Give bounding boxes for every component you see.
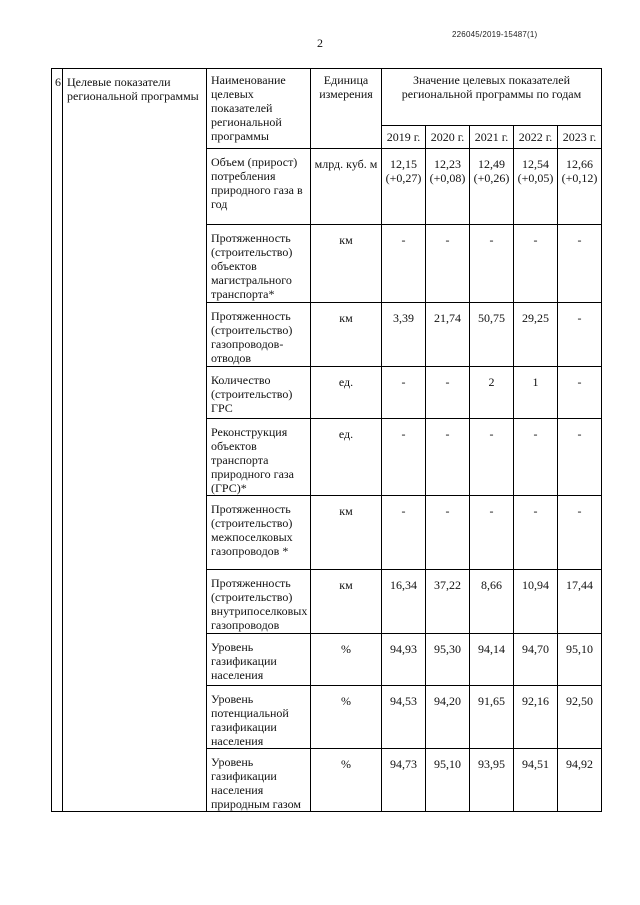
indicator-value: [558, 749, 602, 812]
value-main: 94,70: [522, 642, 549, 656]
value-main: 92,16: [522, 694, 549, 708]
indicator-name: Протяженность (строительство) объектов магистрального транспорта*: [207, 225, 311, 303]
indicator-name: Уровень потенциальной газификации населения: [207, 686, 311, 749]
value-main: 10,94: [522, 578, 549, 592]
indicator-value: [470, 634, 514, 686]
indicator-name: Протяженность (строительство) межпоселковых газопроводов *: [207, 496, 311, 570]
indicator-name: Количество (строительство) ГРС: [207, 367, 311, 419]
indicator-value: [426, 570, 470, 634]
value-main: -: [445, 375, 450, 389]
value-main: -: [577, 504, 582, 518]
value-increment: (+0,26): [473, 171, 510, 185]
value-main: 93,95: [478, 757, 505, 771]
value-main: 91,65: [478, 694, 505, 708]
indicator-value: [426, 225, 470, 303]
indicator-name: Объем (прирост) потребления природного газа в год: [207, 149, 311, 225]
indicator-value: [514, 149, 558, 225]
value-main: 3,39: [393, 311, 414, 325]
indicator-value: [426, 496, 470, 570]
indicator-unit: %: [311, 749, 382, 812]
value-main: 50,75: [478, 311, 505, 325]
value-increment: (+0,27): [385, 171, 422, 185]
value-main: 92,50: [566, 694, 593, 708]
indicator-value: [514, 367, 558, 419]
value-main: 37,22: [434, 578, 461, 592]
indicator-value: [514, 686, 558, 749]
year-2021: 2021 г.: [470, 126, 514, 149]
indicator-value: [558, 570, 602, 634]
indicator-unit: км: [311, 496, 382, 570]
value-main: 12,23: [434, 157, 461, 171]
value-main: -: [489, 504, 494, 518]
value-main: 17,44: [566, 578, 593, 592]
value-main: 94,53: [390, 694, 417, 708]
value-main: -: [489, 427, 494, 441]
indicator-value: [426, 686, 470, 749]
value-main: 94,93: [390, 642, 417, 656]
value-increment: (+0,12): [561, 171, 598, 185]
indicator-unit: ед.: [311, 419, 382, 496]
header-values: Значение целевых показателей региональной программы по годам: [382, 69, 602, 126]
value-main: -: [401, 233, 406, 247]
goal-label: Целевые показатели региональной программы: [63, 69, 207, 812]
indicator-value: [558, 367, 602, 419]
indicator-value: [470, 749, 514, 812]
year-2023: 2023 г.: [558, 126, 602, 149]
value-main: -: [445, 427, 450, 441]
indicator-value: [514, 303, 558, 367]
value-main: 2: [488, 375, 495, 389]
indicator-value: [470, 570, 514, 634]
indicator-value: [470, 149, 514, 225]
value-main: 95,10: [434, 757, 461, 771]
value-main: 12,66: [566, 157, 593, 171]
value-main: -: [577, 233, 582, 247]
indicator-value: [382, 303, 426, 367]
value-main: 94,51: [522, 757, 549, 771]
indicator-value: [382, 749, 426, 812]
value-main: -: [533, 504, 538, 518]
indicator-value: [382, 496, 426, 570]
indicator-value: [382, 149, 426, 225]
value-main: 21,74: [434, 311, 461, 325]
indicator-name: Протяженность (строительство) внутрипоселковых газопроводов: [207, 570, 311, 634]
indicator-value: [514, 634, 558, 686]
indicator-name: Реконструкция объектов транспорта природного газа (ГРС)*: [207, 419, 311, 496]
indicator-value: [558, 303, 602, 367]
value-main: -: [401, 375, 406, 389]
value-main: 16,34: [390, 578, 417, 592]
indicator-value: [382, 367, 426, 419]
value-main: 94,92: [566, 757, 593, 771]
indicator-value: [426, 149, 470, 225]
year-2020: 2020 г.: [426, 126, 470, 149]
indicator-value: [382, 570, 426, 634]
indicator-value: [558, 419, 602, 496]
value-main: 29,25: [522, 311, 549, 325]
indicator-value: [382, 634, 426, 686]
indicator-name: Уровень газификации населения природным газом: [207, 749, 311, 812]
indicator-unit: км: [311, 303, 382, 367]
indicator-value: [470, 367, 514, 419]
indicator-unit: км: [311, 225, 382, 303]
header-unit: Единица измерения: [311, 69, 382, 149]
value-main: 1: [532, 375, 539, 389]
header-indicator-name: Наименование целевых показателей региональной программы: [207, 69, 311, 149]
value-main: 94,14: [478, 642, 505, 656]
value-main: -: [489, 233, 494, 247]
document-stamp: 226045/2019-15487(1): [452, 30, 538, 39]
value-main: -: [533, 427, 538, 441]
indicator-value: [470, 686, 514, 749]
indicator-value: [558, 225, 602, 303]
value-main: 12,54: [522, 157, 549, 171]
value-main: 95,10: [566, 642, 593, 656]
indicator-unit: %: [311, 634, 382, 686]
indicator-unit: км: [311, 570, 382, 634]
indicator-value: [426, 367, 470, 419]
indicator-value: [382, 419, 426, 496]
indicator-value: [426, 419, 470, 496]
indicator-value: [514, 570, 558, 634]
value-main: -: [401, 427, 406, 441]
indicator-name: Уровень газификации населения: [207, 634, 311, 686]
value-main: -: [401, 504, 406, 518]
indicator-value: [514, 225, 558, 303]
indicator-value: [470, 419, 514, 496]
indicator-unit: %: [311, 686, 382, 749]
indicator-value: [558, 686, 602, 749]
value-main: -: [445, 504, 450, 518]
indicator-value: [558, 149, 602, 225]
year-2019: 2019 г.: [382, 126, 426, 149]
value-main: 12,15: [390, 157, 417, 171]
value-increment: (+0,05): [517, 171, 554, 185]
value-main: -: [445, 233, 450, 247]
year-2022: 2022 г.: [514, 126, 558, 149]
value-main: 8,66: [481, 578, 502, 592]
value-main: -: [577, 311, 582, 325]
indicator-value: [470, 303, 514, 367]
indicator-unit: ед.: [311, 367, 382, 419]
value-main: -: [577, 375, 582, 389]
indicator-value: [514, 749, 558, 812]
indicator-value: [470, 496, 514, 570]
indicator-value: [470, 225, 514, 303]
value-main: 12,49: [478, 157, 505, 171]
value-main: 94,73: [390, 757, 417, 771]
page-number: 2: [317, 36, 323, 50]
indicator-value: [426, 749, 470, 812]
value-increment: (+0,08): [429, 171, 466, 185]
indicator-value: [558, 634, 602, 686]
indicator-value: [514, 419, 558, 496]
indicator-value: [426, 634, 470, 686]
row-number: 6: [52, 69, 63, 812]
indicator-value: [558, 496, 602, 570]
indicator-value: [382, 225, 426, 303]
indicator-value: [382, 686, 426, 749]
indicator-value: [514, 496, 558, 570]
targets-table: [51, 68, 602, 812]
value-main: -: [533, 233, 538, 247]
header-row: [52, 69, 602, 126]
value-main: -: [577, 427, 582, 441]
indicator-name: Протяженность (строительство) газопроводов-отводов: [207, 303, 311, 367]
indicator-value: [426, 303, 470, 367]
value-main: 94,20: [434, 694, 461, 708]
indicator-unit: млрд. куб. м: [311, 149, 382, 225]
value-main: 95,30: [434, 642, 461, 656]
